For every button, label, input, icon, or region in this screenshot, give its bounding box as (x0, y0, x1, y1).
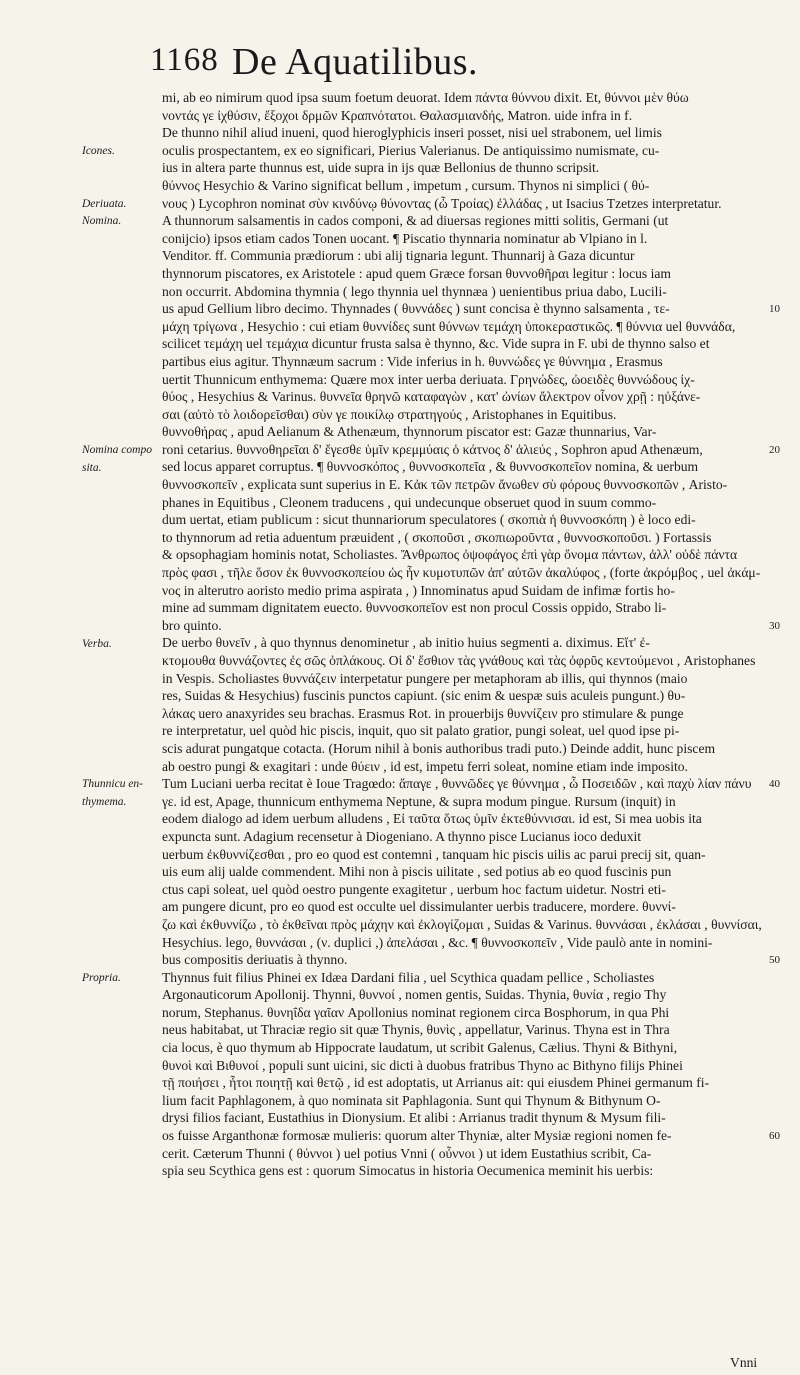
text-line: Argonauticorum Apollonij. Thynni, θυννοί , nomen gentis, Suidas. Thynia, θυνία , regio Thy (162, 987, 667, 1003)
margin-note: thymema. (82, 796, 127, 808)
text-line: De thunno nihil aliud inueni, quod hieroglyphicis inseri posset, nisi uel strabonem, uel limis (162, 125, 662, 141)
margin-note: Thunnicu en- (82, 778, 144, 791)
text-line: uis eum alij ualde commendent. Mihi non à piscis uilitate , sed potius ab eo quod fuscinis pun (162, 864, 672, 880)
text-line: thynnorum piscatores, ex Aristotele : apud quem Græce forsan θυννοθῆραι legitur : locus iam (162, 265, 671, 281)
body-text (162, 89, 772, 1180)
text-line: scilicet τεμάχη uel τεμάχια dicuntur frusta salsa è thynno, &c. Vide supra in F. ubi de thynno salso et (162, 336, 710, 352)
text-line: neus habitabat, ut Thraciæ regio sit quæ Thynis, θυνὶς , appellatur, Varinus. Thyna est in Thra (162, 1022, 670, 1038)
text-line: ab oestro pungi & exagitari : unde θύειν , id est, impetu ferri soleat, nomine etiam inde imposito. (162, 758, 688, 774)
text-line: norum, Stephanus. θυνηΐδα γαῖαν Apollonius nominat regionem circa Bosphorum, in qua Phi (162, 1004, 670, 1020)
text-line: spia seu Scythica gens est : quorum Simocatus in historia Oecumenica meminit his uerbis: (162, 1163, 654, 1179)
text-line: γε. id est, Apage, thunnicum enthymema Neptune, & supra modum pingue. Rursum (inquit) in (162, 793, 676, 809)
margin-note: Propria. (82, 972, 121, 984)
text-line: Hesychius. lego, θυννάσαι , (ν. duplici ,) ἀπελάσαι , &c. ¶ θυννοσκοπεῖν , Vide paulò ante in nomini- (162, 934, 713, 950)
text-line: non occurrit. Abdomina thymnia ( lego thynnia uel thynnæa ) uenientibus priua dabo, Lucili- (162, 283, 667, 299)
text-line: conijcio) ipsos etiam cados Tonen uocant. ¶ Piscatio thynnaria nominatur ab Vlpiano in l. (162, 230, 648, 246)
page-number: 1168 (150, 42, 219, 78)
margin-note: Nomina compo (82, 444, 152, 456)
text-line: dum uertat, etiam publicum : sicut thunnariorum speculatores ( σκοπιὰ ἡ θυννοσκόπη ) è loco edi- (162, 512, 696, 528)
text-line: scis adurat pungatque cotacta. (Horum nihil à bonis authoribus tradi puto.) Deinde addit, hunc piscem (162, 740, 716, 756)
text-line: λάκας uero anaxyrides seu brachas. Erasmus Rot. in prouerbijs θυννίζειν pro stimulare & punge (162, 705, 684, 721)
text-line: eodem dialogo ad idem uerbum alludens , Εἰ ταῦτα ὅτως ὑμῖν ἐκτεθύννισαι. id est, Si mea uobis ita (162, 811, 702, 827)
text-line: expuncta sunt. Adagium recensetur à Diogeniano. A thynno pisce Lucianus ioco deduxit (162, 828, 642, 844)
text-line: in Vespis. Scholiastes θυννάζειν interpetatur pungere per metaphoram ab illis, qui thynnos (maio (162, 670, 688, 686)
text-line: partibus eius agitur. Thynnæum sacrum : Vide inferius in h. θυννώδες γε θύννημα , Erasmus (162, 353, 663, 369)
text-line: σαι (αὐτὸ τὸ λοιδορεῖσθαι) σὺν γε ποικίλῳ στρατηγούς , Aristophanes in Equitibus. (162, 406, 617, 422)
text-line: bro quinto. (162, 617, 222, 633)
text-line: cerit. Cæterum Thunni ( θύννοι ) uel potius Vnni ( οὖννοι ) ut idem Eustathius scribit, Ca- (162, 1145, 652, 1161)
text-line: uerbum ἐκθυννίζεσθαι , pro eo quod est contemni , tanquam hic piscis uilis ac parui precij sit, quan- (162, 846, 706, 862)
text-line: lium facit Paphlagonem, à quo nominata sit Paphlagonia. Sunt qui Thynum & Bithynum O- (162, 1092, 661, 1108)
text-line: re interpretatur, uel quòd hic piscis, inquit, quo sit palato gratior, pungi soleat, uel quod ipse pi- (162, 723, 680, 739)
text-line: νους ) Lycophron nominat σὺν κινδύνῳ θύνοντας (ὦ Τροίας) ἐλλάδας , ut Isacius Tzetzes interpretatur. (162, 195, 722, 211)
text-line: sed locus apparet corruptus. ¶ θυννοσκόπος , θυννοσκοπεῖα , & θυννοσκοπεῖον nomina, & uerbum (162, 459, 699, 475)
text-line: πρὸς φασι , τῆλε ὅσον ἐκ θυννοσκοπείου ὡς ἦν κυμοτυπῶν ἀπ' αὐτῶν ἀκαλύφος , (forte ἀκρόμβος , uel ἀκάμ- (162, 565, 761, 581)
text-line: De uerbo θυνεῖν , à quo thynnus denominetur , ab initio huius segmenti a. diximus. Εἴτ' ἐ- (162, 635, 650, 651)
running-head: De Aquatilibus. (232, 41, 479, 83)
margin-note: Verba. (82, 637, 112, 650)
margin-note: Nomina. (82, 215, 122, 228)
margin-note: sita. (82, 461, 102, 474)
text-line: νος in alterutro aoristo medio prima aspirata , ) Innominatus apud Suidam de infimæ fortis ho- (162, 582, 675, 598)
text-line: oculis prospectantem, ex eo significari, Pierius Valerianus. De antiquissimo numismate, cu- (162, 142, 660, 158)
text-line: roni cetarius. θυννοθηρεῖαι δ' ἔγεσθε ὑμῖν κρεμμύαις ὁ κάτνος δ' ἀλιεύς , Sophron apud Athenæum, (162, 441, 703, 457)
text-line: os fuisse Arganthonæ formosæ mulieris: quorum alter Thyniæ, alter Mysiæ regioni nomen fe- (162, 1128, 672, 1144)
text-line: θυνοὶ καὶ Βιθυνοί , populi sunt uicini, sic dicti à duobus fratribus Thyno ac Bithyno filijs Phinei (162, 1057, 683, 1073)
page-header (150, 40, 590, 90)
text-line: am pungere dicunt, pro eo quod est occulte uel dissimulanter uerbis traducere, mordere. θυννί- (162, 899, 676, 915)
text-line: mine ad summam dignitatem euecto. θυννοσκοπεῖον est non procul Cossis oppido, Strabo li- (162, 600, 667, 616)
catchword: Vnni (730, 1355, 758, 1370)
line-number: 40 (769, 778, 780, 791)
text-line: νοντάς γε ἰχθύσιν, ἔξοχοι δρμῶν Κραπνότατοι. Θαλασμιανδής, Matron. uide infra in f. (162, 107, 633, 123)
text-line: mi, ab eo nimirum quod ipsa suum foetum deuorat. Idem πάντα θύννου dixit. Et, θύννοι μὲν θύω (162, 90, 689, 105)
text-line: us apud Gellium libro decimo. Thynnades ( θυννάδες ) sunt concisa è thynno salsamenta , τε- (162, 301, 670, 317)
text-line: res, Suidas & Hesychius) fuscinis punctos capiunt. (sic enim & uespæ suis aculeis pungunt.) θυ- (162, 688, 686, 704)
text-line: ζω καὶ ἐκθυννίζω , τὸ ἐκθεῖναι πρὸς μάχην καὶ ἐκλογίζομαι , Suidas & Varinus. θυννάσαι , ἐκλάσαι , θυννίσαι, (162, 916, 762, 932)
text-line: τῇ ποιήσει , ἦτοι ποιητῇ καὶ θετῷ , id est adoptatis, ut Arrianus ait: qui eiusdem Phinei germanum fi- (162, 1075, 710, 1091)
text-line: cia locus, è quo thymum ab Hippocrate laudatum, ut scribit Galenus, Cælius. Thyni & Bithyni, (162, 1040, 678, 1056)
line-number: 20 (769, 444, 780, 456)
text-line: θύος , Hesychius & Varinus. θυννεῖα θρηνῶ καταφαγὼν , κατ' ὠνίων ἄλεκτρον οἶνον χρῇ : ηὐξάνε- (162, 389, 701, 405)
text-line: & opsophagiam hominis notat, Scholiastes. Ἄνθρωπος ὀψοφάγος ἐπὶ γὰρ ὄνομα πάντων, ἀλλ' οὐδὲ πάντα (162, 547, 738, 563)
text-line: ctus capi soleat, uel quòd oestro pungente exagitetur , uerbum hoc factum uidetur. Nostri eti- (162, 881, 666, 897)
text-line: to thynnorum ad retia aduentum præuident , ( σκοποῦσι , σκοπιωροῦντα , θυννοσκοποῦσι. ) Fortassis (162, 529, 712, 545)
margin-note: Icones. (82, 144, 115, 157)
margin-note: Deriuata. (82, 197, 127, 210)
text-line: μάχη τρίγωνα , Hesychio : cui etiam θυννίδες sunt θύννων τεμάχη ὑποκεραστικῶς. ¶ θύννια uel θυννάδα, (162, 318, 736, 334)
text-line: θυννοθήρας , apud Aelianum & Athenæum, thynnorum piscator est: Gazæ thunnarius, Var- (162, 424, 657, 440)
line-number: 30 (769, 620, 780, 632)
text-line: bus compositis deriuatis à thynno. (162, 952, 348, 968)
line-number: 60 (769, 1130, 780, 1143)
text-line: A thunnorum salsamentis in cados componi, & ad diuersas regiones mitti solitis, Germani (ut (162, 213, 669, 229)
text-line: κτομουθα θυννάζοντες ἐς σῶς ὀπλάκους. Οἱ δ' ἔσθιον τὰς γνάθους καὶ τὰς ὀφρῦς κεντούμενοι , Aristophanes (162, 653, 756, 668)
text-line: phanes in Equitibus , Cleonem traducens , qui undecunque obseruet quod in suum commo- (162, 494, 657, 510)
text-line: uertit Thunnicum enthymema: Quære mox inter uerba deriuata. Γρηνώδες, ὠοειδὲς θυννώδους ἰχ- (162, 371, 695, 387)
text-line: ius in altera parte thunnus est, uide supra in ijs quæ Bellonius de thunno scripsit. (162, 160, 600, 176)
line-number: 10 (769, 303, 780, 316)
text-line: Venditor. ff. Communia prædiorum : ubi alij tignaria legunt. Thunnarij à Gaza dicuntur (162, 248, 635, 264)
text-line: Tum Luciani uerba recitat è Ioue Tragœdo: ἄπαγε , θυννῶδες γε θύννημα , ὦ Ποσειδῶν , καὶ παχὺ λίαν πάνυ (162, 776, 752, 792)
line-number: 50 (769, 954, 780, 967)
text-line: drysi filios faciant, Eustathius in Dionysium. Et alibi : Arrianus tradit thynum & Mysum fili- (162, 1110, 666, 1126)
text-line: θυννοσκοπεῖν , explicata sunt superius in E. Κἀκ τῶν πετρῶν ἄνωθεν σὺ φόρους θυννοσκοπῶν , Aristo- (162, 477, 728, 493)
text-line: θύννος Hesychio & Varino significat bellum , impetum , cursum. Thynos ni simplici ( θύ- (162, 177, 650, 193)
text-line: Thynnus fuit filius Phinei ex Idæa Dardani filia , uel Scythica quadam pellice , Scholiastes (162, 969, 655, 985)
